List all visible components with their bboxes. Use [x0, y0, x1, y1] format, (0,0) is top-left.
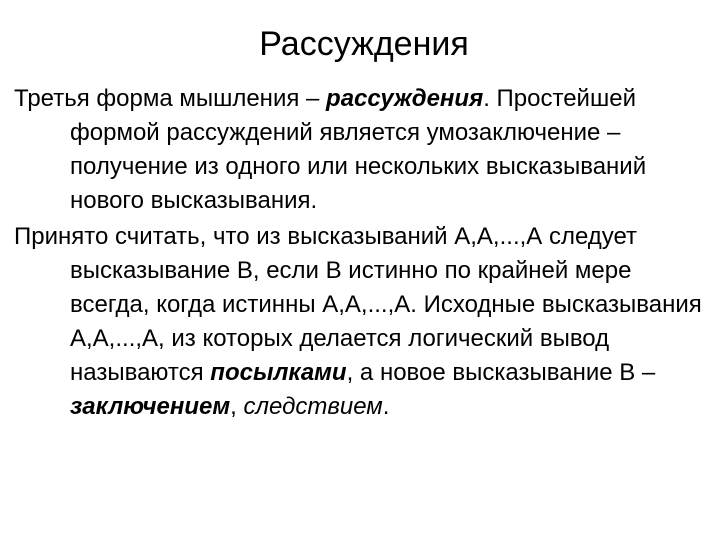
term-conclusion: заключением	[70, 393, 231, 420]
para2-text-end: .	[382, 393, 390, 420]
term-consequence: следствием	[243, 393, 383, 420]
para1-text-after: . Простейшей формой рассуждений является умозаключение – получение из одного или нескольких высказываний нового высказывания.	[70, 85, 647, 214]
slide-body	[14, 82, 704, 426]
para2-text-middle: , а новое высказывание В –	[346, 359, 656, 386]
paragraph-reasoning-definition	[14, 82, 704, 218]
term-reasoning: рассуждения	[326, 85, 484, 112]
para1-text-before: Третья форма мышления –	[14, 85, 327, 112]
para2-text-comma: ,	[230, 393, 244, 420]
paragraph-inference-rule	[14, 220, 704, 424]
slide-title: Рассуждения	[259, 25, 469, 63]
term-premises: посылками	[210, 359, 347, 386]
para2-text-before: Принято считать, что из высказываний А,А,...,А следует высказывание В, если В истинно по крайней мере всегда, когда истинны А,А,...,А. Исходные высказывания А,А,...,А, из которых делается логический вывод называются	[14, 223, 702, 386]
